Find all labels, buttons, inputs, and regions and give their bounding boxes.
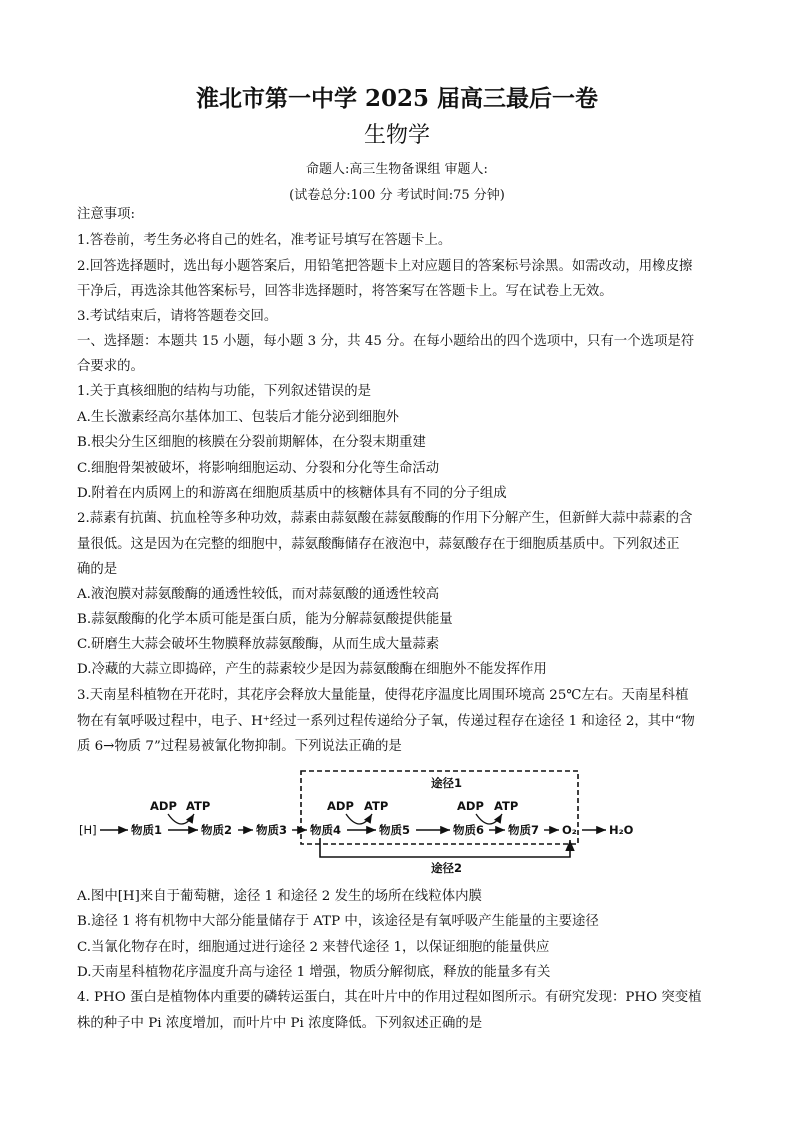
water-label: H₂O [609, 823, 634, 837]
section-1-line-1: 一、选择题：本题共 15 小题，每小题 3 分，共 45 分。在每小题给出的四个选项中，只有一个选项是符 [77, 334, 695, 349]
q4-stem-line-1: 4. PHO 蛋白是植物体内重要的磷转运蛋白，其在叶片中的作用过程如图所示。有研究发现：PHO 突变植 [77, 990, 702, 1005]
q2-stem-line-2: 量很低。这是因为在完整的细胞中，蒜氨酸酶储存在液泡中，蒜氨酸存在于细胞质基质中。下列叙述正 [77, 537, 680, 552]
q1-option-a: A.生长激素经高尔基体加工、包装后才能分泌到细胞外 [77, 410, 399, 425]
oxygen-label: O₂ [562, 823, 577, 837]
atp-label-1: ATP [186, 799, 211, 813]
q1-option-d: D.附着在内质网上的和游离在细胞质基质中的核糖体具有不同的分子组成 [77, 486, 507, 501]
q3-stem-line-1: 3.天南星科植物在开花时，其花序会释放大量能量，使得花序温度比周围环境高 25℃左右。天南星科植 [77, 688, 689, 703]
notice-heading: 注意事项: [77, 207, 136, 222]
atp-label-2: ATP [364, 799, 389, 813]
q2-option-c: C.研磨生大蒜会破坏生物膜释放蒜氨酸酶，从而生成大量蒜素 [77, 637, 440, 652]
adp-label-1: ADP [150, 799, 177, 813]
path1-label: 途径1 [431, 776, 463, 790]
substance-1: 物质1 [131, 823, 163, 837]
path2-line [320, 838, 570, 857]
notice-item-3: 3.考试结束后，请将答题卷交回。 [77, 309, 278, 324]
h-label: [H] [79, 823, 97, 837]
subject-title: 生物学 [363, 123, 430, 148]
notice-item-2-line-1: 2.回答选择题时，选出每小题答案后，用铅笔把答题卡上对应题目的答案标号涂黑。如需改动，用橡皮擦 [77, 259, 693, 274]
adp-label-3: ADP [457, 799, 484, 813]
substance-7: 物质7 [508, 823, 540, 837]
q3-option-d: D.天南星科植物花序温度升高与途径 1 增强，物质分解彻底，释放的能量多有关 [77, 965, 551, 980]
electron-transport-diagram [76, 768, 676, 880]
section-1-line-2: 合要求的。 [77, 359, 144, 374]
substance-2: 物质2 [201, 823, 233, 837]
q3-option-b: B.途径 1 将有机物中大部分能量储存于 ATP 中，该途径是有氧呼吸产生能量的主要途径 [77, 914, 599, 929]
q2-option-d: D.冷藏的大蒜立即捣碎，产生的蒜素较少是因为蒜氨酸酶在细胞外不能发挥作用 [77, 662, 547, 677]
substance-4: 物质4 [310, 823, 342, 837]
q3-option-c: C.当氰化物存在时，细胞通过进行途径 2 来替代途径 1，以保证细胞的能量供应 [77, 940, 550, 955]
authors-line: 命题人:高三生物备课组 审题人: [306, 162, 488, 177]
substance-3: 物质3 [256, 823, 288, 837]
q3-stem-line-2: 物在有氧呼吸过程中，电子、H⁺经过一系列过程传递给分子氧，传递过程存在途径 1 和途径 2，其中“物 [77, 714, 695, 729]
exam-title: 淮北市第一中学 2025 届高三最后一卷 [195, 85, 599, 112]
notice-item-2-line-2: 干净后，再选涂其他答案标号，回答非选择题时，将答案写在答题卡上。写在试卷上无效。 [77, 284, 613, 299]
q1-option-b: B.根尖分生区细胞的核膜在分裂前期解体，在分裂末期重建 [77, 435, 426, 450]
q4-stem-line-2: 株的种子中 Pi 浓度增加，而叶片中 Pi 浓度降低。下列叙述正确的是 [77, 1016, 483, 1031]
substance-6: 物质6 [453, 823, 485, 837]
substance-5: 物质5 [379, 823, 411, 837]
q2-option-b: B.蒜氨酸酶的化学本质可能是蛋白质，能为分解蒜氨酸提供能量 [77, 612, 453, 627]
notice-item-1: 1.答卷前，考生务必将自己的姓名，准考证号填写在答题卡上。 [77, 233, 452, 248]
adp-label-2: ADP [327, 799, 354, 813]
q3-option-a: A.图中[H]来自于葡萄糖，途径 1 和途径 2 发生的场所在线粒体内膜 [77, 889, 482, 904]
q2-stem-line-1: 2.蒜素有抗菌、抗血栓等多种功效，蒜素由蒜氨酸在蒜氨酸酶的作用下分解产生，但新鲜大蒜中蒜素的含 [77, 511, 693, 526]
q2-stem-line-3: 确的是 [77, 562, 118, 577]
atp-label-3: ATP [494, 799, 519, 813]
q3-stem-line-3: 质 6→物质 7”过程易被氰化物抑制。下列说法正确的是 [77, 739, 402, 754]
path2-label: 途径2 [431, 861, 463, 875]
q2-option-a: A.液泡膜对蒜氨酸酶的通透性较低，而对蒜氨酸的通透性较高 [77, 587, 440, 602]
q1-stem: 1.关于真核细胞的结构与功能，下列叙述错误的是 [77, 384, 371, 399]
q1-option-c: C.细胞骨架被破坏，将影响细胞运动、分裂和分化等生命活动 [77, 461, 440, 476]
exam-info-line: (试卷总分:100 分 考试时间:75 分钟) [289, 188, 505, 203]
